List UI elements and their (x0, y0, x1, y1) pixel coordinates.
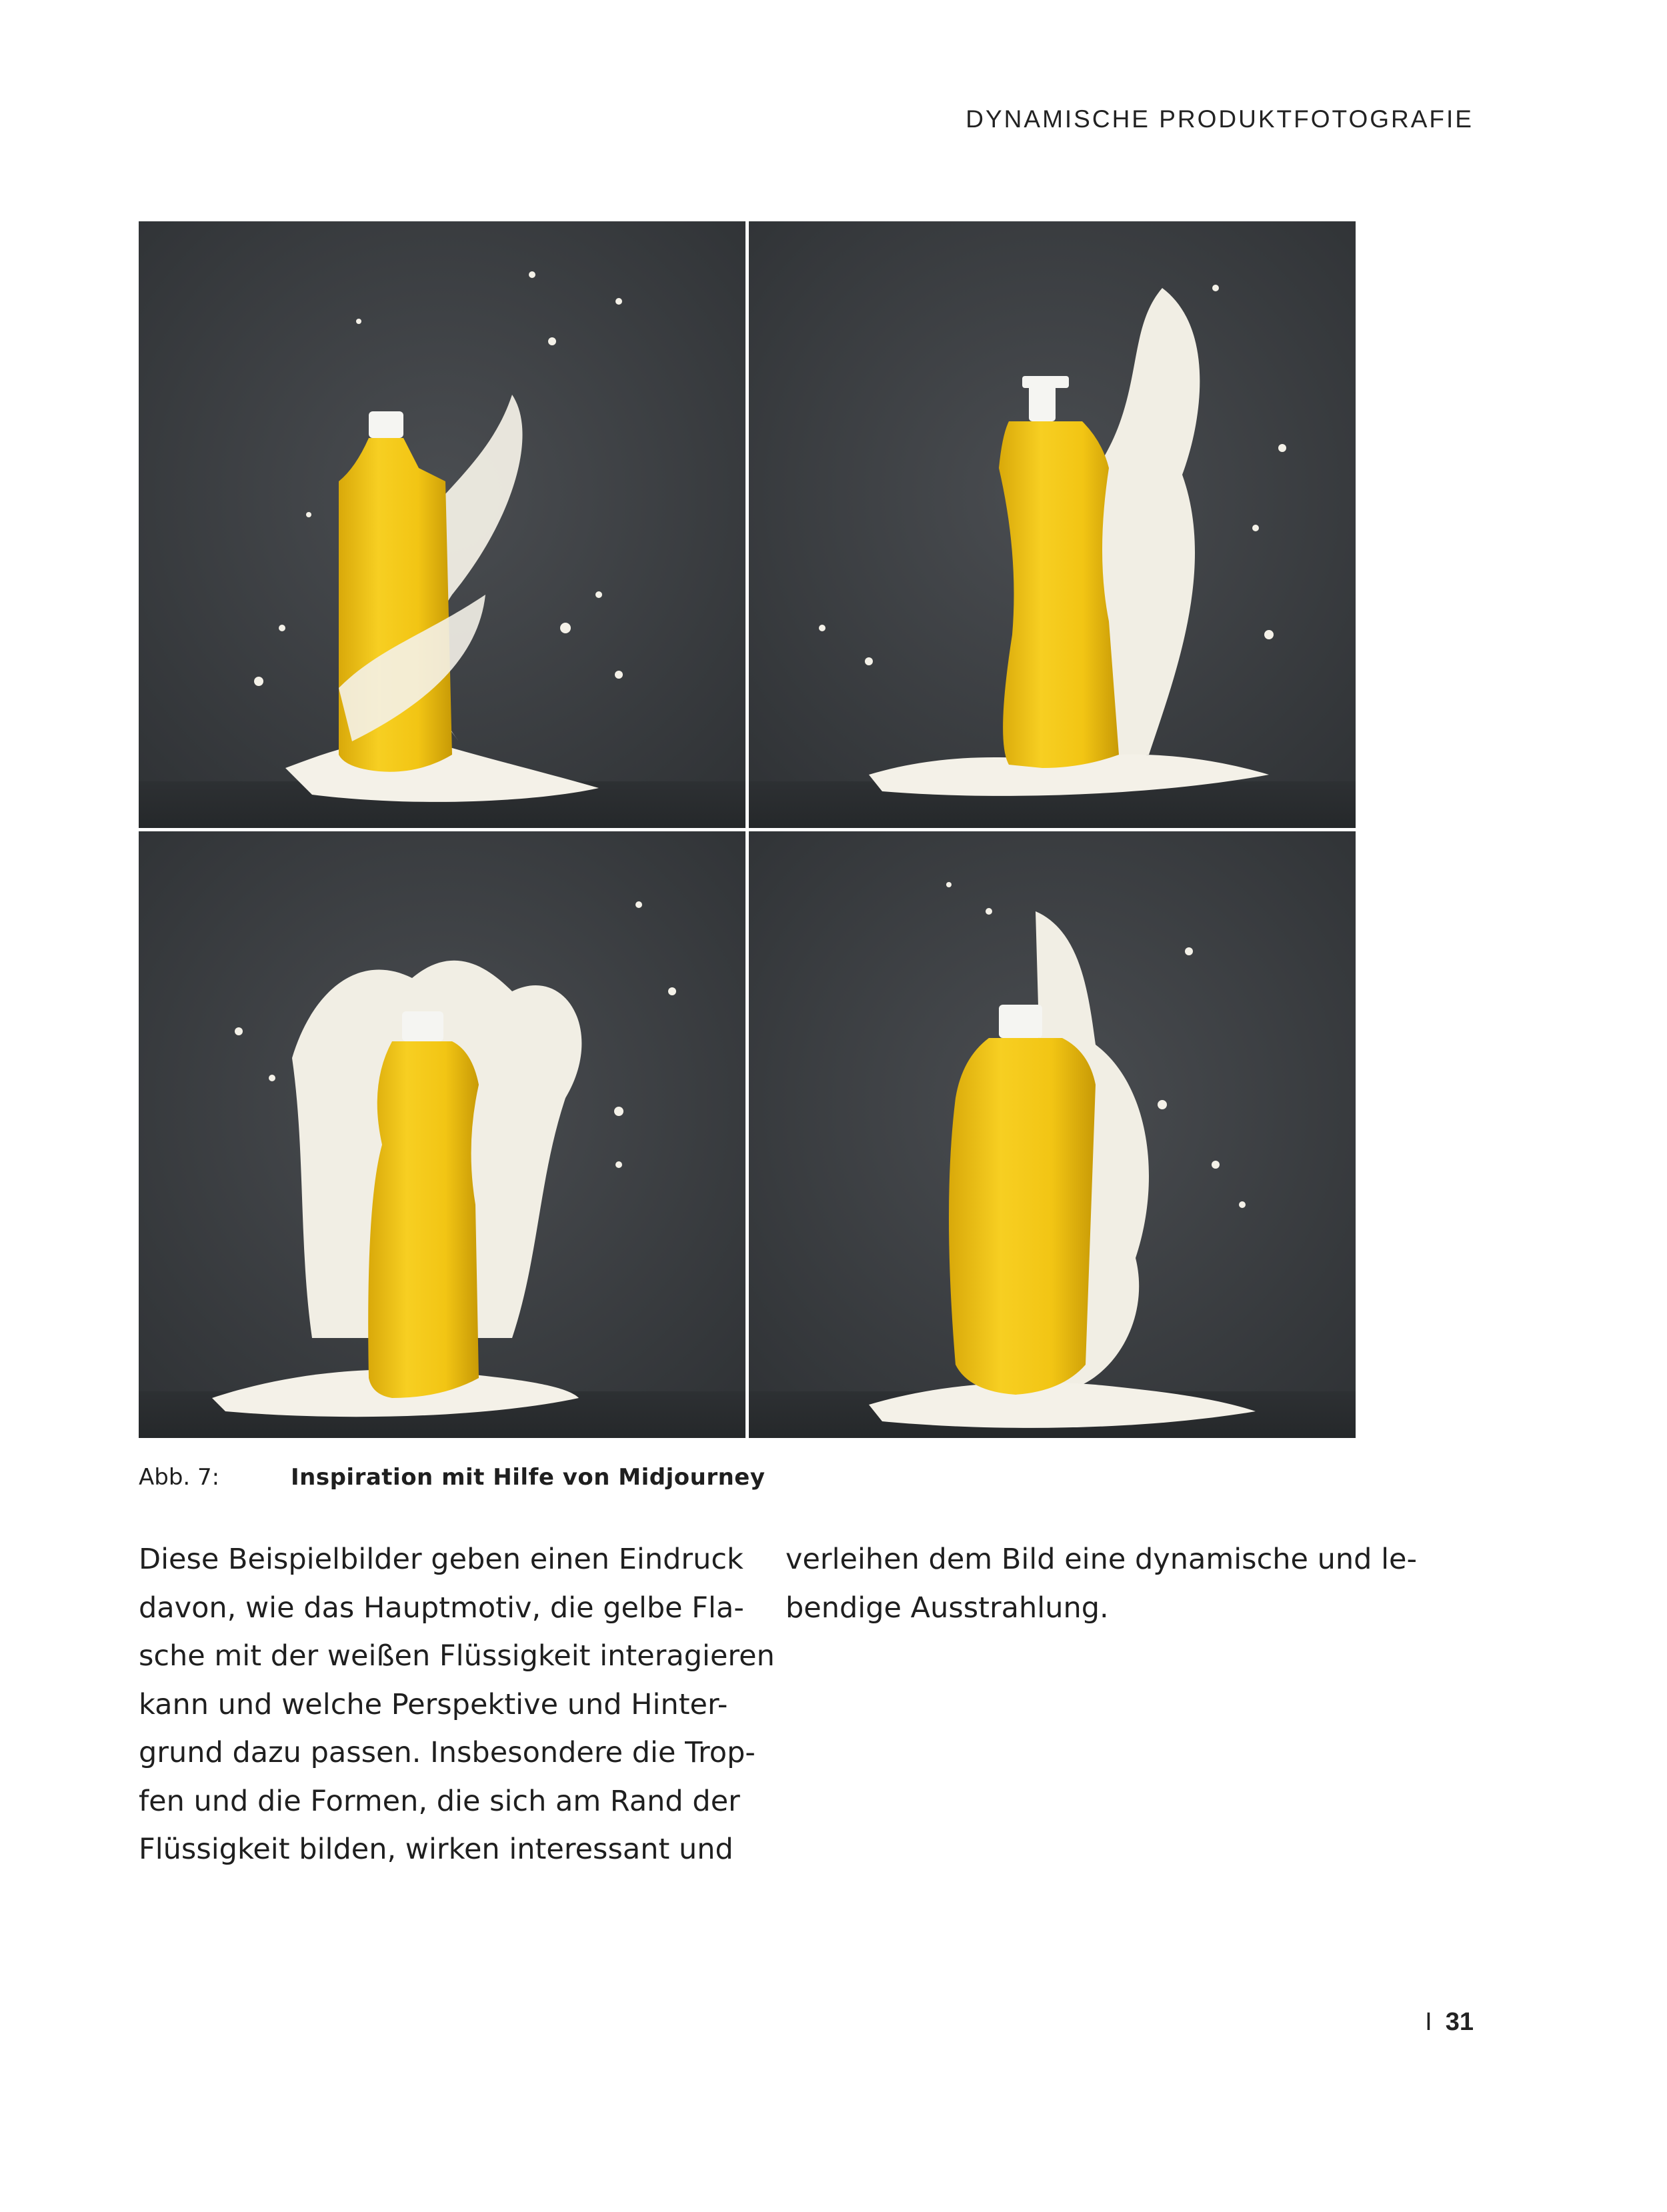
body-text-left-column (139, 1535, 775, 1874)
yellow-bottle-splash-2 (749, 221, 1356, 828)
body-line: grund dazu passen. Insbesondere die Trop- (139, 1736, 755, 1769)
yellow-bottle-splash-4 (749, 831, 1356, 1438)
running-title: DYNAMISCHE PRODUKTFOTOGRAFIE (966, 105, 1474, 133)
yellow-bottle-splash-3 (139, 831, 745, 1438)
caption-text: Inspiration mit Hilfe von Midjourney (291, 1464, 765, 1491)
body-line: Diese Beispielbilder geben einen Eindruck (139, 1543, 743, 1576)
body-line: Flüssigkeit bilden, wirken interessant und (139, 1833, 733, 1866)
body-line: sche mit der weißen Flüssigkeit interagieren (139, 1639, 775, 1673)
page-number (1425, 2008, 1474, 2037)
body-line: davon, wie das Hauptmotiv, die gelbe Fla- (139, 1591, 744, 1625)
body-line: fen und die Formen, die sich am Rand der (139, 1784, 740, 1818)
yellow-bottle-splash-1 (139, 221, 745, 828)
page-number-separator: I (1425, 2008, 1432, 2036)
body-line: kann und welche Perspektive und Hinter- (139, 1687, 728, 1721)
body-line: bendige Ausstrahlung. (785, 1591, 1109, 1625)
figure-image-grid (139, 221, 1356, 1438)
page-number-value: 31 (1445, 2008, 1474, 2036)
body-line: verleihen dem Bild eine dynamische und le- (785, 1543, 1417, 1576)
body-text-right-column (785, 1535, 1417, 1632)
caption-label: Abb. 7: (139, 1464, 220, 1491)
